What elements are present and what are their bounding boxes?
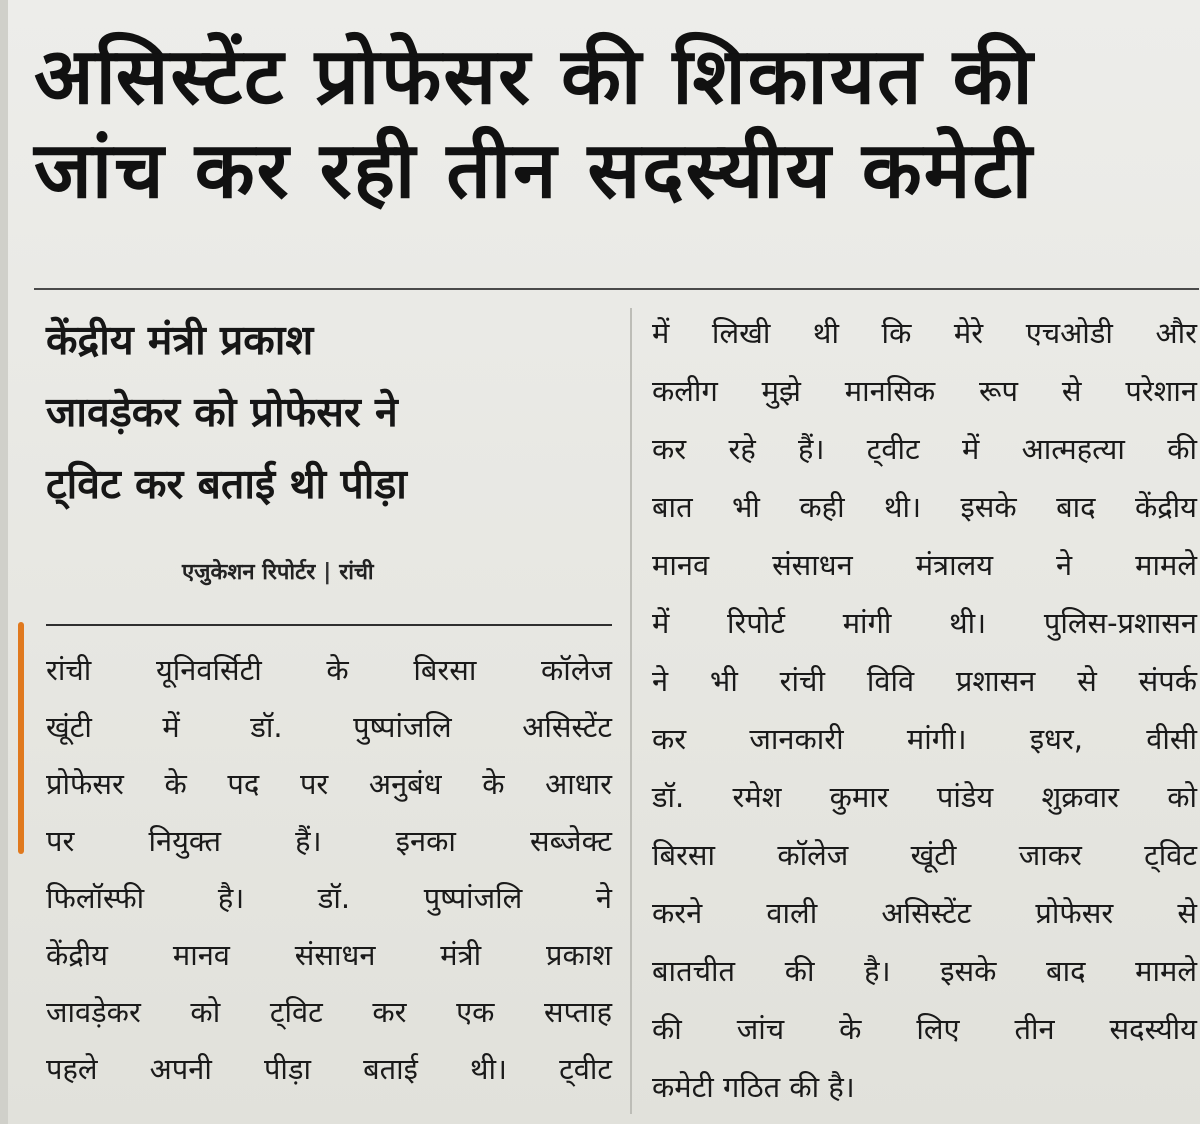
subheadline-line: ट्विट कर बताई थी पीड़ा — [46, 460, 407, 508]
subheadline — [46, 304, 616, 520]
headline-divider — [34, 288, 1199, 290]
body-line: की जांच के लिए तीन सदस्यीय — [652, 1012, 1197, 1046]
body-line: खूंटी में डॉ. पुष्पांजलि असिस्टेंट — [46, 710, 612, 744]
body-line: जावड़ेकर को ट्विट कर एक सप्ताह — [46, 995, 612, 1029]
subheadline-line: केंद्रीय मंत्री प्रकाश — [46, 316, 314, 364]
highlighter-mark — [18, 622, 24, 854]
body-line: प्रोफेसर के पद पर अनुबंध के आधार — [46, 767, 612, 801]
byline — [182, 556, 374, 586]
subheadline-line: जावड़ेकर को प्रोफेसर ने — [46, 388, 398, 436]
headline-line: जांच कर रही तीन सदस्यीय कमेटी — [34, 126, 1034, 216]
body-line: बिरसा कॉलेज खूंटी जाकर ट्विट — [652, 838, 1197, 872]
body-line: पहले अपनी पीड़ा बताई थी। ट्वीट — [46, 1052, 612, 1086]
byline-separator: | — [323, 560, 332, 585]
body-line: कर रहे हैं। ट्वीट में आत्महत्या की — [652, 432, 1197, 466]
body-line: में लिखी थी कि मेरे एचओडी और — [652, 316, 1197, 350]
body-line: कमेटी गठित की है। — [652, 1070, 855, 1104]
body-line: करने वाली असिस्टेंट प्रोफेसर से — [652, 896, 1197, 930]
body-line: मानव संसाधन मंत्रालय ने मामले — [652, 548, 1197, 582]
byline-reporter: एजुकेशन रिपोर्टर — [182, 560, 316, 585]
body-line: कर जानकारी मांगी। इधर, वीसी — [652, 722, 1197, 756]
body-line: ने भी रांची विवि प्रशासन से संपर्क — [652, 664, 1197, 698]
body-line: कलीग मुझे मानसिक रूप से परेशान — [652, 374, 1197, 408]
body-line: बात भी कही थी। इसके बाद केंद्रीय — [652, 490, 1197, 524]
byline-location: रांची — [339, 560, 374, 585]
body-line: रांची यूनिवर्सिटी के बिरसा कॉलेज — [46, 653, 612, 687]
article-body-left-column — [46, 642, 612, 1098]
headline-line: असिस्टेंट प्रोफेसर की शिकायत की — [34, 32, 1035, 122]
body-line: फिलॉस्फी है। डॉ. पुष्पांजलि ने — [46, 881, 612, 915]
body-line: में रिपोर्ट मांगी थी। पुलिस-प्रशासन — [652, 606, 1197, 640]
article-body-right-column — [652, 304, 1197, 1116]
body-line: बातचीत की है। इसके बाद मामले — [652, 954, 1197, 988]
body-line: डॉ. रमेश कुमार पांडेय शुक्रवार को — [652, 780, 1197, 814]
headline — [34, 30, 1199, 218]
byline-divider — [46, 624, 612, 626]
body-line: केंद्रीय मानव संसाधन मंत्री प्रकाश — [46, 938, 612, 972]
body-line: पर नियुक्त हैं। इनका सब्जेक्ट — [46, 824, 612, 858]
column-divider — [630, 308, 632, 1114]
